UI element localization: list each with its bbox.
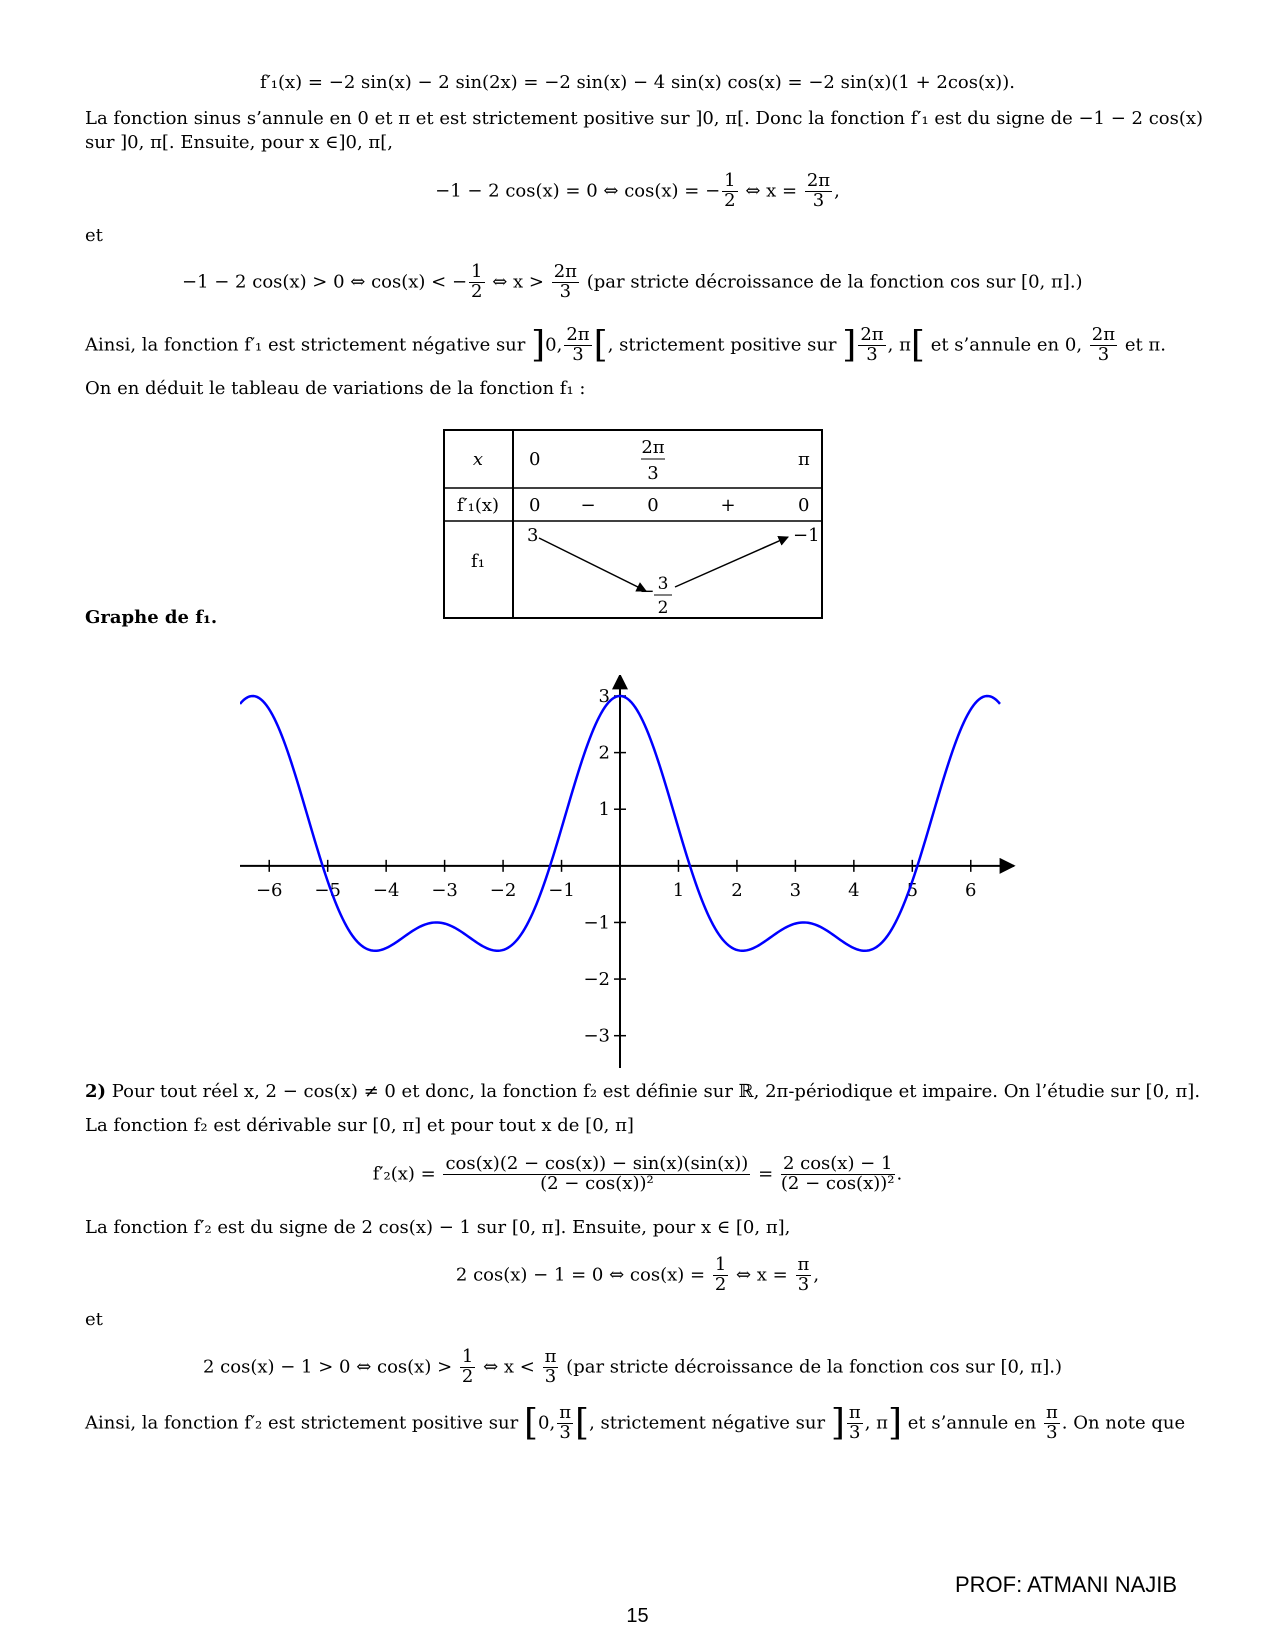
conclusion-f2-text-3: et s’annule en	[907, 1412, 1037, 1434]
table-x-value-2pi-over-3	[641, 437, 665, 484]
equation-2: 2 cos(x) − 1 = 0 ⇔ cos(x) = $\frac{1}{2}$ ⇔ x = $\frac{\pi}{3}$ ,	[455, 1254, 820, 1295]
inequality-2: 2 cos(x) − 1 > 0 ⇔ cos(x) > $\frac{1}{2}$ ⇔ x < $\frac{\pi}{3}$ (par stricte décroissance de la fonction cos sur [0, π].)	[203, 1346, 1062, 1387]
table-deriv-label: f′₁(x)	[456, 495, 500, 516]
tableau-intro: On en déduit le tableau de variations de la fonction f₁ :	[85, 378, 586, 399]
fraction-pi-over-3: $\frac{\pi}{3}$	[797, 1254, 810, 1295]
fraction-one-half: $\frac{1}{2}$	[471, 261, 483, 302]
table-x-value-pi: π	[798, 449, 810, 470]
y-tick-label: 2	[598, 742, 610, 764]
page-number: 15	[626, 1605, 649, 1627]
conclusion-f2-text-1: Ainsi, la fonction f′₂ est strictement positive sur	[85, 1412, 519, 1434]
x-tick-label: 6	[965, 879, 977, 901]
x-tick-label: −4	[372, 879, 400, 901]
inequality-1-note: (par stricte décroissance de la fonction cos sur [0, π].)	[586, 271, 1083, 293]
x-tick-label: 3	[789, 879, 802, 901]
conclusion-f1-text-3: et s’annule en 0,	[930, 334, 1083, 356]
svg-text:3: 3	[647, 463, 659, 484]
part2-sign-line: La fonction f′₂ est du signe de 2 cos(x) − 1 sur [0, π]. Ensuite, pour x ∈ [0, π],	[85, 1217, 791, 1238]
fraction-2pi-over-3: $\frac{2\pi}{3}$	[566, 324, 590, 365]
conclusion-f1-text-1: Ainsi, la fonction f′₁ est strictement négative sur	[85, 334, 526, 356]
conclusion-f1-text-4: et π.	[1124, 334, 1166, 356]
y-tick-label: 3	[598, 685, 610, 707]
derivative-f1-line: f′₁(x) = −2 sin(x) − 2 sin(2x) = −2 sin(x) − 4 sin(x) cos(x) = −2 sin(x)(1 + 2cos(x)).	[260, 72, 1015, 93]
y-tick-label: −2	[583, 969, 610, 991]
decrease-arrow	[539, 538, 646, 591]
table-f-value-start: 3	[527, 525, 539, 546]
svg-text:−: −	[639, 581, 655, 602]
x-tick-label: −3	[431, 879, 458, 901]
inequality-1	[182, 263, 1083, 302]
et-label-1: et	[85, 225, 103, 246]
conclusion-f1-line: Ainsi, la fonction f′₁ est strictement négative sur ]0, $\frac{2\pi}{3}$ [, strictement positive sur ] $\frac{2\pi}{3}$ , π[ et s’annule en 0, $\frac{2\pi}{3}$ et π.	[85, 324, 1166, 366]
table-x-value-0: 0	[529, 449, 541, 470]
x-tick-label: 2	[731, 879, 743, 901]
y-tick-label: 1	[598, 799, 610, 821]
sign-paragraph-line-1: La fonction sinus s’annule en 0 et π et est strictement positive sur ]0, π[. Donc la fonction f′₁ est du signe de −1 − 2 cos(x)	[85, 108, 1204, 129]
sign-paragraph-line-2: sur ]0, π[. Ensuite, pour x ∈]0, π[,	[85, 132, 393, 153]
table-deriv-sign-3: +	[720, 495, 736, 516]
footer-author: PROF: ATMANI NAJIB	[955, 1572, 1178, 1597]
x-tick-label: 5	[906, 879, 919, 901]
increase-arrow	[675, 537, 788, 587]
derivative-f2-equation: f′₂(x) = $\frac{\cos(x)(2 - \cos(x)) - \sin(x)(\sin(x))}{\text{(2 − cos(x))²}}$ = $\frac{2 \cos(x) - 1}{\text{(2 − cos(x))²}}$ .	[372, 1153, 903, 1194]
y-tick-label: −3	[583, 1025, 610, 1047]
part2-intro-text: Pour tout réel x, 2 − cos(x) ≠ 0 et donc, la fonction f₂ est définie sur ℝ, 2π-périodique et impaire. On l’étudie sur [0, π].	[111, 1081, 1201, 1102]
inequality-1-left: −1 − 2 cos(x) > 0 ⇔ cos(x) < −	[182, 271, 468, 293]
x-tick-label: −6	[255, 879, 283, 901]
fraction-derivative-1: $\frac{\cos(x)(2 - \cos(x)) - \sin(x)(\sin(x))}{\text{(2 − cos(x))²}}$	[445, 1153, 749, 1194]
fraction-pi-over-3: $\frac{\pi}{3}$	[559, 1402, 572, 1443]
y-tick-label: −1	[583, 912, 610, 934]
part2-label: 2)	[85, 1081, 107, 1102]
table-f-value-min	[639, 574, 672, 618]
fraction-pi-over-3: $\frac{\pi}{3}$	[1045, 1402, 1058, 1443]
fraction-2pi-over-3: $\frac{2\pi}{3}$	[553, 261, 578, 302]
x-tick-label: −5	[314, 879, 341, 901]
equation-1-left: −1 − 2 cos(x) = 0 ⇔ cos(x) = −	[435, 180, 721, 202]
equation-1: −1 − 2 cos(x) = 0 ⇔ cos(x) = − $\frac{1}{2}$ ⇔ x = $\frac{2\pi}{3}$ ,	[435, 170, 840, 211]
conclusion-f2-line: Ainsi, la fonction f′₂ est strictement positive sur [0, $\frac{\pi}{3}$ [, strictement négative sur ] $\frac{\pi}{3}$ , π] et s’annule en $\frac{\pi}{3}$ . On note que	[85, 1402, 1186, 1444]
variation-table	[443, 429, 823, 619]
table-deriv-sign-0: 0	[529, 495, 541, 516]
fraction-one-half: $\frac{1}{2}$	[714, 1254, 727, 1295]
fraction-one-half: $\frac{1}{2}$	[461, 1346, 474, 1387]
table-deriv-sign-1: −	[580, 495, 596, 516]
x-tick-label: 4	[848, 879, 860, 901]
conclusion-f2-text-2: , strictement négative sur	[589, 1412, 826, 1434]
equation-1-mid: ⇔ x =	[745, 180, 798, 202]
part2-intro-line-1	[85, 1081, 1200, 1103]
graph-heading: Graphe de f₁.	[85, 607, 218, 628]
fraction-one-half: $\frac{1}{2}$	[724, 170, 736, 211]
fraction-2pi-over-3: $\frac{2\pi}{3}$	[806, 170, 831, 211]
svg-text:3: 3	[657, 574, 669, 594]
conclusion-f1-text-2: , strictement positive sur	[607, 334, 837, 356]
inequality-1-mid: ⇔ x >	[492, 271, 544, 293]
table-deriv-sign-2: 0	[647, 495, 659, 516]
part2-intro-line-2: La fonction f₂ est dérivable sur [0, π] et pour tout x de [0, π]	[85, 1115, 634, 1136]
x-tick-label: −2	[489, 879, 517, 901]
x-tick-label: 1	[672, 879, 685, 901]
conclusion-f2-text-4: . On note que	[1061, 1412, 1186, 1434]
table-f-label: f₁	[471, 551, 485, 572]
fraction-2pi-over-3: $\frac{2\pi}{3}$	[1091, 324, 1116, 365]
table-x-label: x	[472, 449, 484, 470]
inequality-2-note: (par stricte décroissance de la fonction cos sur [0, π].)	[566, 1356, 1062, 1378]
fraction-derivative-2: $\frac{2 \cos(x) - 1}{\text{(2 − cos(x))²}}$	[780, 1153, 895, 1194]
x-tick-label: −1	[548, 879, 575, 901]
et-label-2: et	[85, 1309, 103, 1330]
svg-text:2π: 2π	[641, 437, 665, 458]
fraction-pi-over-3: $\frac{\pi}{3}$	[544, 1346, 557, 1387]
fraction-pi-over-3: $\frac{\pi}{3}$	[848, 1402, 861, 1443]
table-deriv-sign-4: 0	[798, 495, 810, 516]
table-f-value-end: −1	[793, 525, 820, 546]
svg-text:2: 2	[657, 598, 669, 618]
graph-f1	[240, 675, 1020, 1070]
fraction-2pi-over-3: $\frac{2\pi}{3}$	[860, 324, 884, 365]
